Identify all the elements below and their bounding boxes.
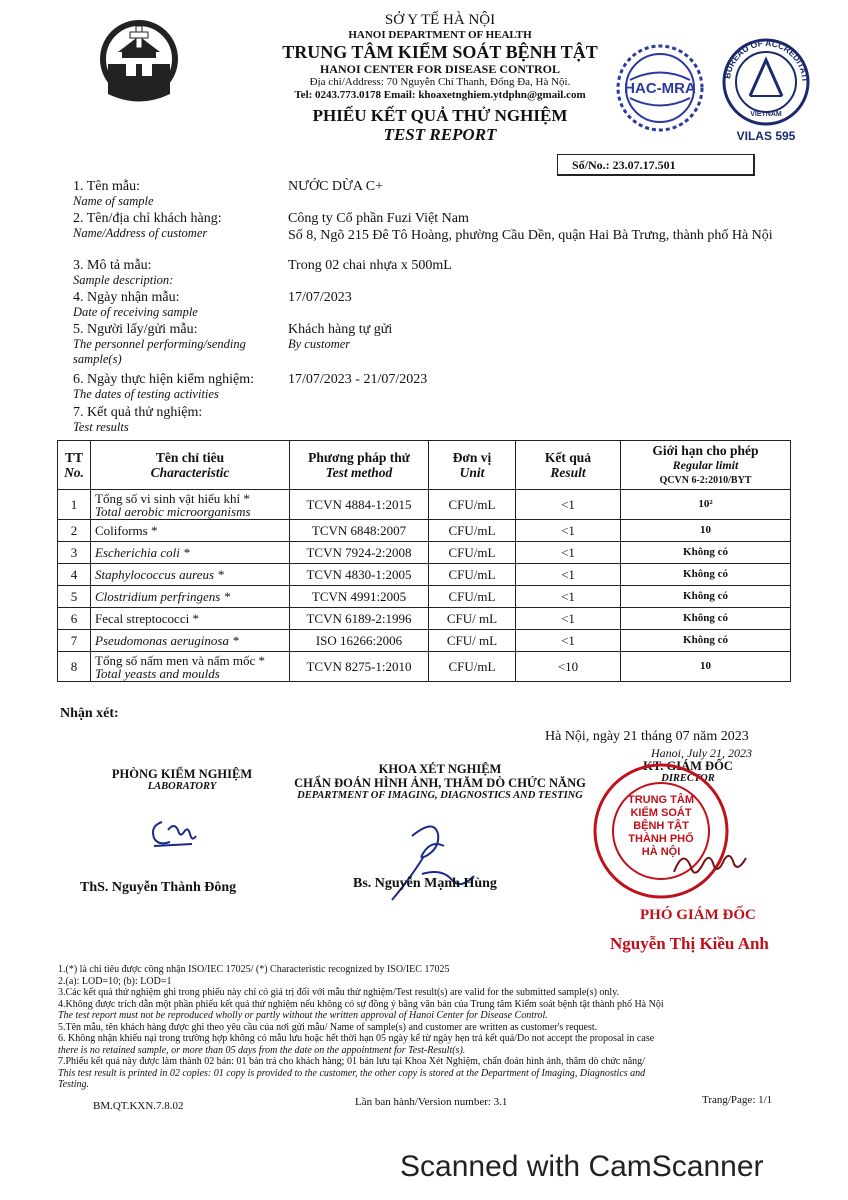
th-limit: Giới hạn cho phép Regular limit QCVN 6-2:2010/BYT — [621, 441, 791, 490]
sig-director-name: Nguyễn Thị Kiều Anh — [610, 934, 769, 953]
sig-lab-name: ThS. Nguyễn Thành Đông — [80, 880, 237, 895]
remarks-label: Nhận xét: — [60, 706, 119, 721]
note-line: 2.(a): LOD=10; (b): LOD=1 — [58, 975, 172, 987]
title-en: TEST REPORT — [383, 125, 497, 145]
boa-logo — [716, 36, 816, 146]
sig-dept-title-en: DEPARTMENT OF IMAGING, DIAGNOSTICS AND TESTING — [297, 790, 583, 801]
note-line: The test report must not be reproduced wholly or partly without the written approval of Hanoi Center for Disease Control. — [58, 1010, 548, 1021]
table-header-row — [58, 441, 791, 490]
dept-en: HANOI DEPARTMENT OF HEALTH — [348, 29, 532, 42]
sig-dept-signature — [382, 816, 482, 911]
note-line: This test result is printed in 02 copies: 01 copy is provided to the customer, the other copy is stored at the Department of Imaging, Diagnostics and — [58, 1067, 646, 1079]
hcdc-logo — [100, 14, 178, 104]
th-unit: Đơn vị Unit — [429, 441, 516, 490]
form-code: BM.QT.KXN.7.8.02 — [93, 1100, 184, 1112]
results-table — [57, 440, 791, 682]
page-number: Trang/Page: 1/1 — [702, 1094, 773, 1106]
hacmra-text: HAC-MRA — [624, 80, 696, 97]
sig-lab-signature — [148, 812, 198, 857]
date-vi: Hà Nội, ngày 21 tháng 07 năm 2023 — [545, 729, 749, 744]
note-line: 5.Tên mẫu, tên khách hàng được ghi theo yêu cầu của nơi gửi mẫu/ Name of sample(s) and customer are written as customer's request. — [58, 1021, 598, 1033]
center-vi: TRUNG TÂM KIỂM SOÁT BỆNH TẬT — [282, 41, 598, 62]
table-row: 5 Clostridium perfringens * TCVN 4991:2005 CFU/mL <1 Không có — [58, 586, 791, 608]
dept-vi: SỞ Y TẾ HÀ NỘI — [384, 12, 496, 28]
title-vi: PHIẾU KẾT QUẢ THỬ NGHIỆM — [312, 105, 568, 125]
th-no: TT No. — [58, 441, 91, 490]
table-row: 6 Fecal streptococci * TCVN 6189-2:1996 CFU/ mL <1 Không có — [58, 608, 791, 630]
sig-director-role: PHÓ GIÁM ĐỐC — [640, 907, 756, 923]
boa-text: BUREAU OF ACCREDITATI — [722, 37, 810, 82]
note-line: 4.Không được trích dẫn một phần phiếu kết quả thử nghiệm nếu không có sự đồng ý bằng văn bản của Trung tâm Kiểm soát bệnh tật thành phố Hà Nội — [58, 998, 664, 1010]
sig-director-title: KT. GIÁM ĐỐC — [643, 759, 733, 773]
sig-dept-title1: KHOA XÉT NGHIỆM — [378, 762, 502, 776]
sig-director-signature — [670, 842, 750, 887]
sig-dept-name: Bs. Nguyễn Mạnh Hùng — [353, 876, 497, 891]
header-block — [220, 12, 660, 145]
contact: Tel: 0243.773.0178 Email: khoaxetnghiem.ytdphn@gmail.com — [294, 89, 586, 102]
hacmra-logo — [612, 40, 708, 136]
table-row: 1 Tổng số vi sinh vật hiếu khí * Total aerobic microorganisms TCVN 4884-1:2015 CFU/mL <1 10² — [58, 490, 791, 520]
official-stamp: TRUNG TÂM KIỂM SOÁT BỆNH TẬT THÀNH PHỐ HÀ NỘI — [590, 760, 732, 902]
version-number: Lần ban hành/Version number: 3.1 — [355, 1096, 508, 1108]
note-line: Testing. — [58, 1079, 90, 1090]
sig-lab-block — [72, 767, 292, 792]
center-en: HANOI CENTER FOR DISEASE CONTROL — [319, 61, 561, 76]
sig-dept-block — [270, 762, 610, 801]
vilas-label: VILAS 595 — [736, 129, 796, 143]
table-row: 8 Tổng số nấm men và nấm mốc * Total yeasts and moulds TCVN 8275-1:2010 CFU/mL <10 10 — [58, 652, 791, 682]
sig-director-title-en: DIRECTOR — [661, 773, 715, 784]
camscanner-watermark: Scanned with CamScanner — [400, 1150, 764, 1183]
note-line: 1.(*) là chỉ tiêu được công nhận ISO/IEC 17025/ (*) Characteristic recognized by ISO/IEC 17025 — [58, 964, 450, 975]
table-row: 4 Staphylococcus aureus * TCVN 4830-1:2005 CFU/mL <1 Không có — [58, 564, 791, 586]
boa-country: VIETNAM — [750, 111, 782, 118]
date-en: Hanoi, July 21, 2023 — [651, 746, 752, 760]
report-number: Số/No.: 23.07.17.501 — [557, 154, 755, 176]
note-line: 6. Không nhận khiếu nại trong trường hợp không có mẫu lưu hoặc hết thời hạn 05 ngày kể từ ngày hẹn trả kết quả/Do not accept the proposal in case — [58, 1033, 655, 1044]
sig-lab-title: PHÒNG KIỂM NGHIỆM — [111, 767, 253, 781]
th-method: Phương pháp thử Test method — [290, 441, 429, 490]
th-result: Kết quả Result — [516, 441, 621, 490]
table-row: 3 Escherichia coli * TCVN 7924-2:2008 CFU/mL <1 Không có — [58, 542, 791, 564]
note-line: 7.Phiếu kết quả này được làm thành 02 bản: 01 bản trả cho khách hàng; 01 bản lưu tại Khoa Xét Nghiệm, chẩn đoán hình ảnh, thăm dò chức năng/ — [58, 1056, 645, 1067]
address: Địa chỉ/Address: 70 Nguyễn Chí Thanh, Đống Đa, Hà Nội. — [309, 76, 571, 89]
note-line: there is no retained sample, or more than 05 days from the date on the appointment for Test-Result(s). — [58, 1044, 466, 1056]
note-line: 3.Các kết quả thử nghiệm ghi trong phiếu này chỉ có giá trị đối với mẫu thử nghiệm/Test result(s) are valid for the submitted sample(s) only. — [58, 987, 620, 998]
table-row: 2 Coliforms * TCVN 6848:2007 CFU/mL <1 10 — [58, 520, 791, 542]
footnotes — [58, 964, 768, 1091]
table-row: 7 Pseudomonas aeruginosa * ISO 16266:2006 CFU/ mL <1 Không có — [58, 630, 791, 652]
sig-dept-title2: CHẨN ĐOÁN HÌNH ẢNH, THĂM DÒ CHỨC NĂNG — [294, 776, 586, 790]
sig-lab-title-en: LABORATORY — [147, 781, 217, 792]
th-characteristic: Tên chỉ tiêu Characteristic — [91, 441, 290, 490]
